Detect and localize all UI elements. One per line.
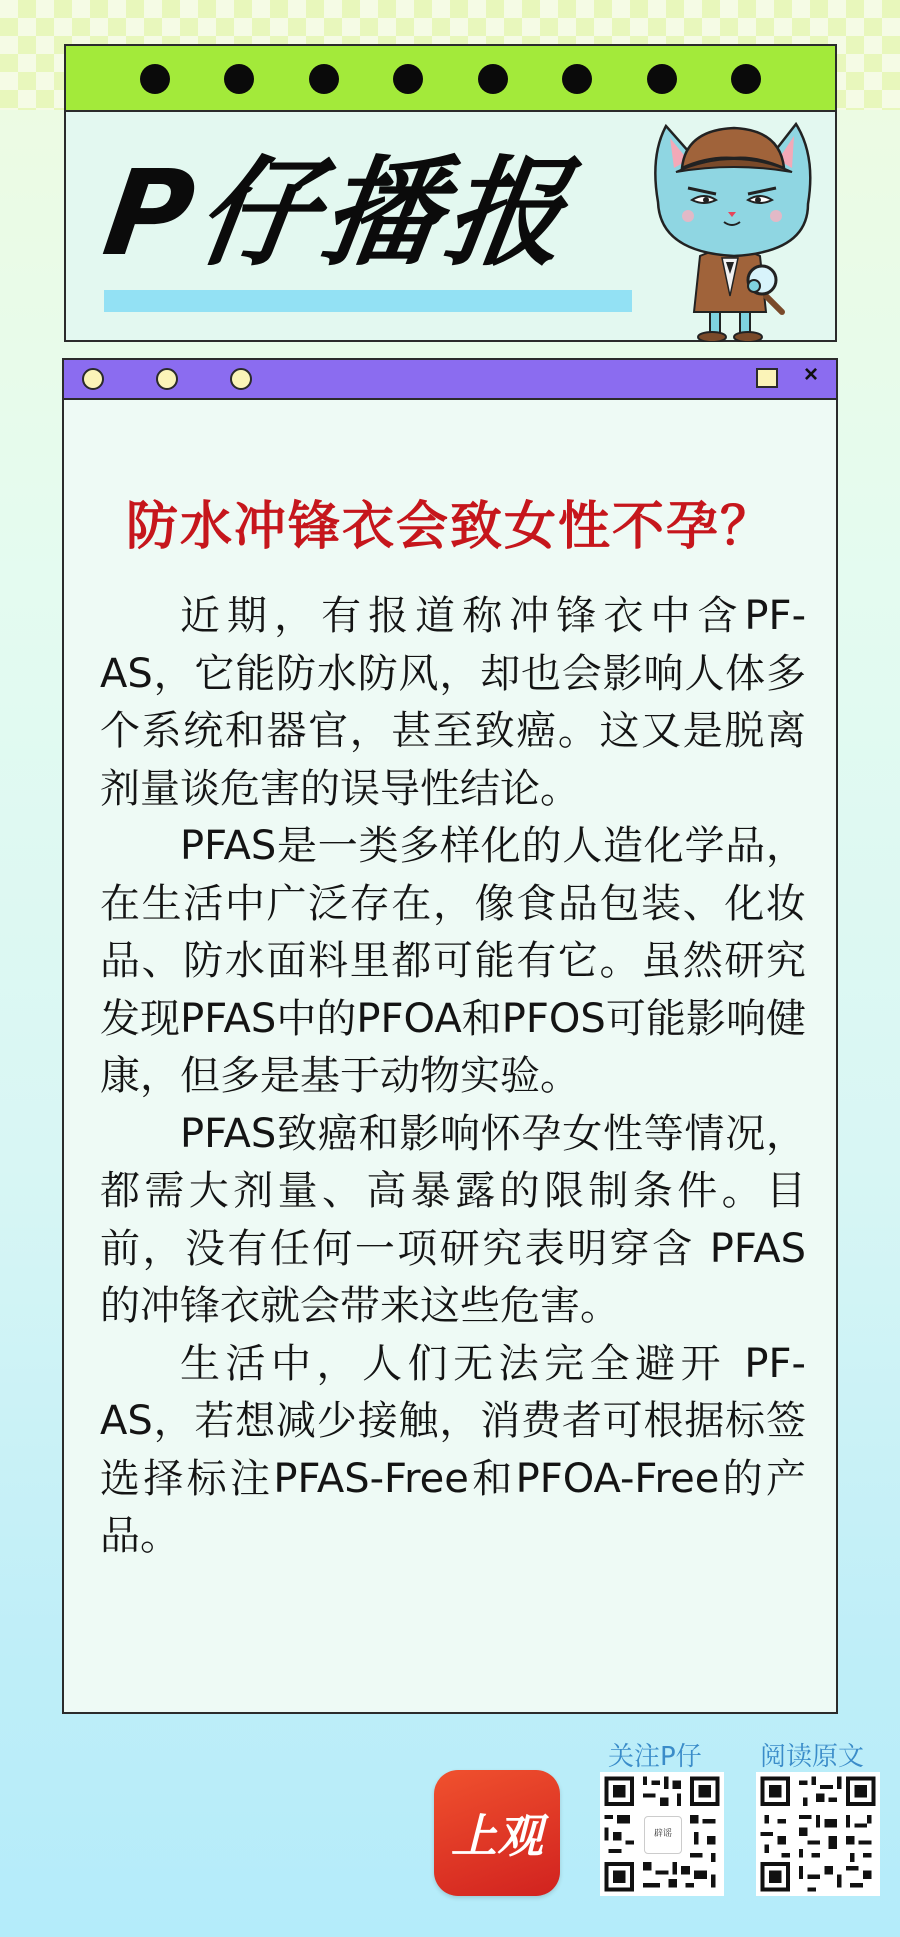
qr-center-badge	[644, 1816, 682, 1854]
window-dot	[230, 368, 252, 390]
article-title: 防水冲锋衣会致女性不孕？	[125, 497, 774, 557]
close-icon: ×	[803, 361, 818, 388]
window-title-bar	[64, 360, 836, 400]
app-logo[interactable]: 上观	[434, 1770, 560, 1896]
article-paragraph: 近期，有报道称冲锋衣中含PF-AS，它能防水防风，却也会影响人体多个系统和器官，甚至致癌。这又是脱离剂量谈危害的误导性结论。	[100, 593, 806, 812]
article-paragraph: 生活中，人们无法完全避开 PF-AS，若想减少接触，消费者可根据标签选择标注PFAS-Free和PFOA-Free的产品。	[100, 1340, 806, 1559]
maximize-icon	[756, 368, 778, 388]
binding-hole	[647, 64, 677, 94]
follow-qr-code[interactable]	[600, 1772, 724, 1896]
binding-hole	[478, 64, 508, 94]
brand-title: P仔播报	[96, 144, 581, 282]
read-original-qr-code[interactable]	[756, 1772, 880, 1896]
binding-hole	[393, 64, 423, 94]
binding-hole	[309, 64, 339, 94]
header-binding-bar	[66, 46, 835, 112]
binding-hole	[140, 64, 170, 94]
header-card	[64, 44, 837, 342]
binding-hole	[562, 64, 592, 94]
article-window	[62, 358, 838, 1714]
title-underline	[104, 290, 632, 312]
window-dot	[82, 368, 104, 390]
detective-cat-icon	[636, 116, 836, 347]
article-paragraph: PFAS致癌和影响怀孕女性等情况，都需大剂量、高暴露的限制条件。目前，没有任何一项研究表明穿含 PFAS的冲锋衣就会带来这些危害。	[100, 1110, 806, 1329]
window-dot	[156, 368, 178, 390]
binding-hole	[731, 64, 761, 94]
qr-center-label: 辟谣	[653, 1829, 672, 1840]
binding-hole	[224, 64, 254, 94]
read-original-label: 阅读原文	[760, 1742, 865, 1772]
article-paragraph: PFAS是一类多样化的人造化学品，在生活中广泛存在，像食品包装、化妆品、防水面料里都可能有它。虽然研究发现PFAS中的PFOA和PFOS可能影响健康，但多是基于动物实验。	[100, 823, 806, 1099]
follow-label: 关注P仔	[608, 1742, 702, 1772]
article-body	[100, 588, 806, 1566]
